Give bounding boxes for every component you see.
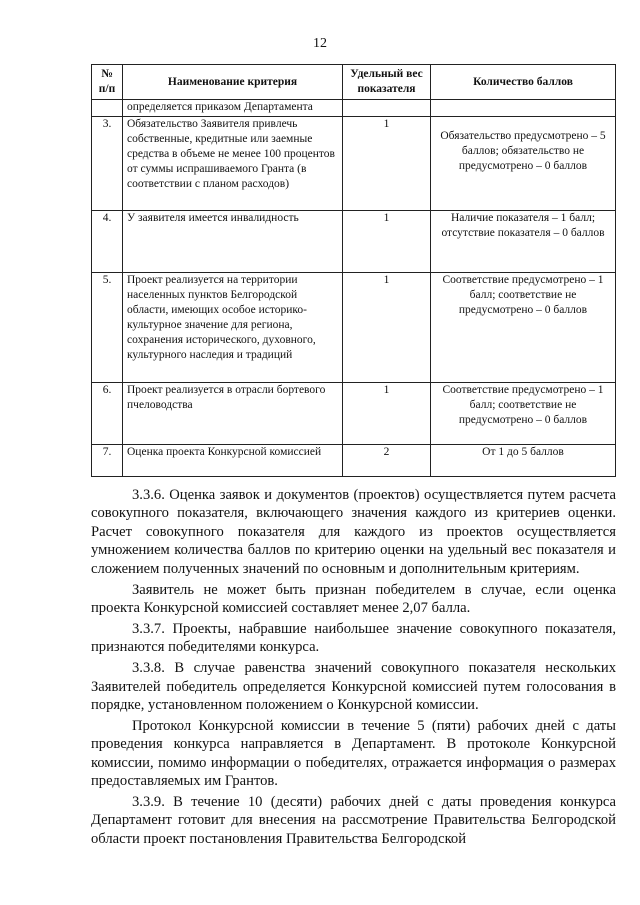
table-header-row [92,65,616,100]
paragraph-winner-threshold: Заявитель не может быть признан победителем в случае, если оценка проекта Конкурсной комиссией составляет менее 2,07 балла. [91,581,616,616]
header-weight: Удельный вес показателя [343,65,431,100]
cell-weight: 1 [343,116,431,210]
cell-criterion-name: Проект реализуется на территории населенных пунктов Белгородской области, имеющих особое историко-культурное значение для региона, сохранения исторического, духовного, культурного наследия и традиций [123,272,343,382]
cell-criterion-name: У заявителя имеется инвалидность [123,210,343,272]
paragraph-3-3-6: 3.3.6. Оценка заявок и документов (проектов) осуществляется путем расчета совокупного показателя, включающего значения каждого из критериев оценки. Расчет совокупного показателя для каждого из проектов осуществляется умножением количества баллов по критерию оценки на удельный вес показателя и сложением полученных значений по основным и дополнительным критериям. [91,487,616,577]
table-row [92,382,616,444]
header-number: № п/п [92,65,123,100]
cell-weight: 1 [343,382,431,444]
cell-score: Обязательство предусмотрено – 5 баллов; обязательство не предусмотрено – 0 баллов [431,116,616,210]
paragraph-3-3-9: 3.3.9. В течение 10 (десяти) рабочих дней с даты проведения конкурса Департамент готовит для внесения на рассмотрение Правительства Белгородской области проект постановления Правительства Белгородской [91,794,616,847]
table-row-continuation [92,100,616,116]
header-criterion-name: Наименование критерия [123,65,343,100]
cell-number: 7. [92,444,123,476]
cell-score [431,100,616,116]
page-number: 12 [313,36,327,51]
cell-criterion-name: определяется приказом Департамента [123,100,343,116]
cell-criterion-name: Оценка проекта Конкурсной комиссией [123,444,343,476]
cell-weight: 1 [343,210,431,272]
cell-weight [343,100,431,116]
cell-number: 3. [92,116,123,210]
cell-score: Соответствие предусмотрено – 1 балл; соответствие не предусмотрено – 0 баллов [431,382,616,444]
cell-criterion-name: Обязательство Заявителя привлечь собственные, кредитные или заемные средства в объеме не менее 100 процентов от суммы испрашиваемого Гранта (в соответствии с планом расходов) [123,116,343,210]
cell-score: От 1 до 5 баллов [431,444,616,476]
cell-number: 6. [92,382,123,444]
header-score: Количество баллов [431,65,616,100]
cell-number: 5. [92,272,123,382]
cell-weight: 2 [343,444,431,476]
criteria-table [91,64,616,477]
table-row [92,444,616,476]
table-row [92,272,616,382]
table-row [92,116,616,210]
cell-score: Соответствие предусмотрено – 1 балл; соответствие не предусмотрено – 0 баллов [431,272,616,382]
cell-score: Наличие показателя – 1 балл; отсутствие показателя – 0 баллов [431,210,616,272]
paragraph-3-3-8: 3.3.8. В случае равенства значений совокупного показателя нескольких Заявителей победитель определяется Конкурсной комиссией путем голосования в порядке, установленном положением о Конкурсной комиссии. [91,660,616,713]
paragraph-3-3-7: 3.3.7. Проекты, набравшие наибольшее значение совокупного показателя, признаются победителями конкурса. [91,620,616,656]
cell-number [92,100,123,116]
cell-criterion-name: Проект реализуется в отрасли бортевого пчеловодства [123,382,343,444]
body-text [91,486,616,851]
table-row [92,210,616,272]
cell-number: 4. [92,210,123,272]
cell-weight: 1 [343,272,431,382]
paragraph-protocol: Протокол Конкурсной комиссии в течение 5 (пяти) рабочих дней с даты проведения конкурса направляется в Департамент. В протоколе Конкурсной комиссии, помимо информации о победителях, отражается информация о размерах предоставляемых им Грантов. [91,717,616,790]
